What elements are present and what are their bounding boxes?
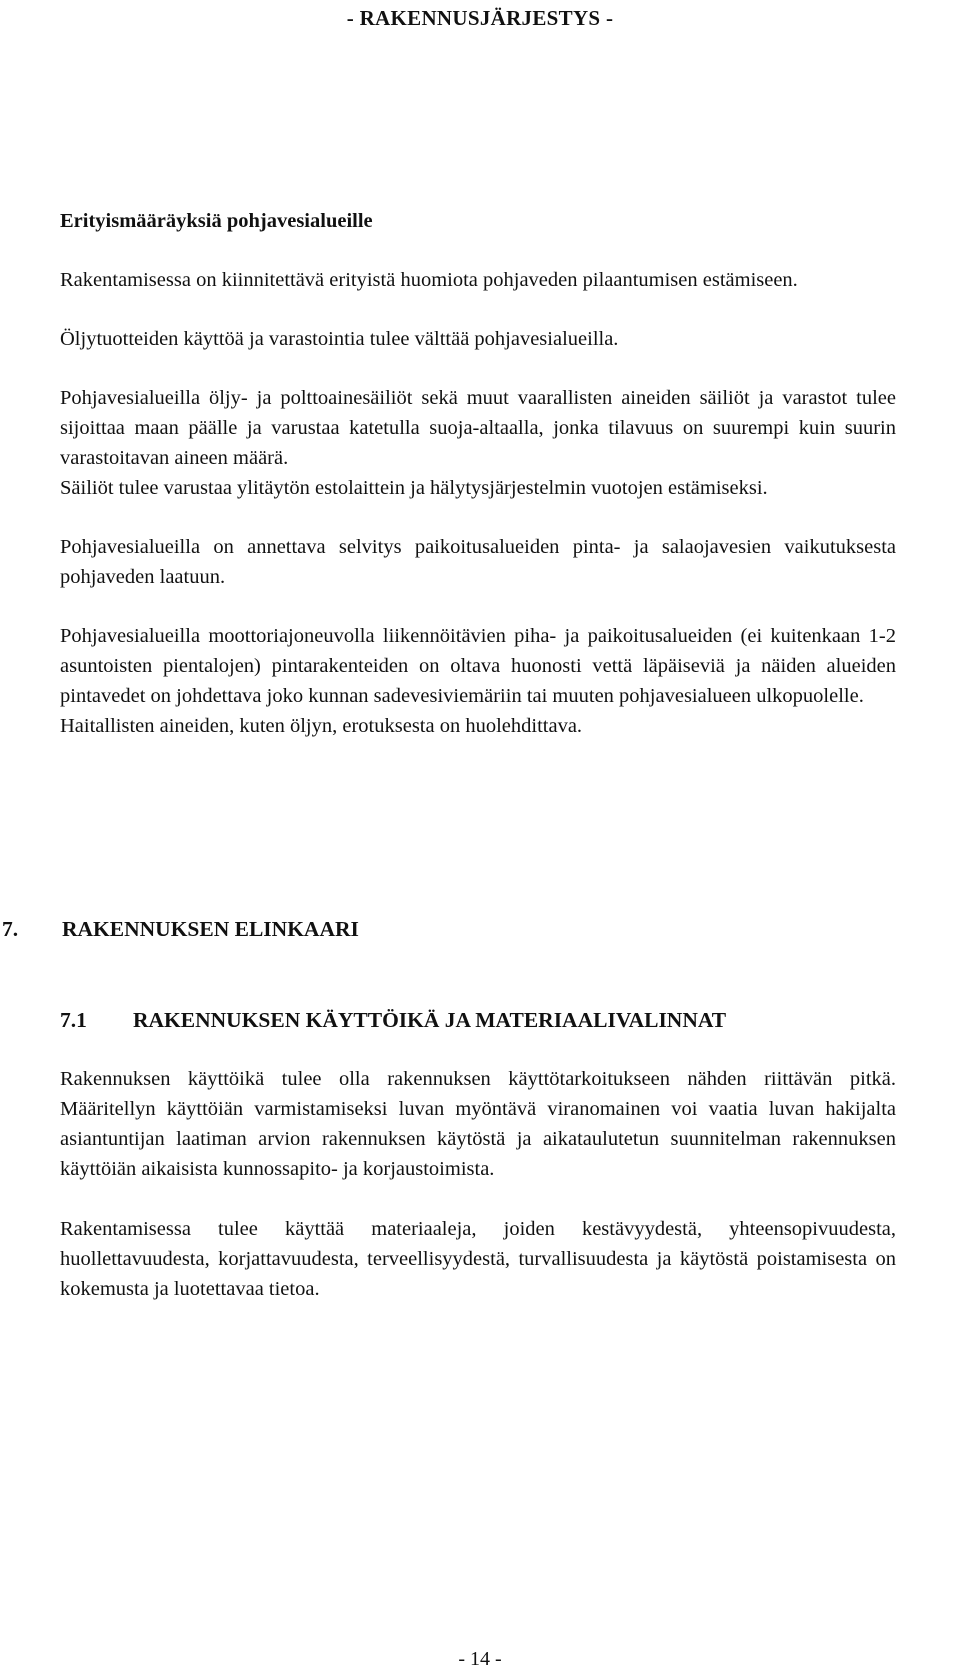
paragraph-groundwater-1: Rakentamisessa on kiinnitettävä erityistä huomiota pohjaveden pilaantumisen estämiseen. [60, 269, 798, 291]
paragraph-groundwater-4: Pohjavesialueilla on annettava selvitys paikoitusalueiden pinta- ja salaojavesien vaikutuksesta pohjaveden laatuun. [60, 536, 896, 588]
page-number: - 14 - [458, 1648, 502, 1670]
lifecycle-section [60, 1064, 896, 1304]
chapter-title: RAKENNUKSEN ELINKAARI [62, 917, 359, 941]
subsection-title: RAKENNUKSEN KÄYTTÖIKÄ JA MATERIAALIVALINNAT [133, 1008, 727, 1032]
paragraph-lifecycle-2: Rakentamisessa tulee käyttää materiaaleja, joiden kestävyydestä, yhteensopivuudesta, huollettavuudesta, korjattavuudesta, terveellisyydestä, turvallisuudesta ja käytöstä poistamisesta on kokemusta ja luotettavaa tietoa. [60, 1218, 896, 1300]
chapter-number: 7. [2, 917, 19, 941]
subsection-heading [60, 1005, 896, 1035]
paragraph-groundwater-5a: Pohjavesialueilla moottoriajoneuvolla liikennöitävien piha- ja paikoitusalueiden (ei kuitenkaan 1-2 asuntoisten pientalojen) pintarakenteiden on oltava huonosti vettä läpäiseviä ja näiden alueiden pintavedet on johdettava joko kunnan sadevesiviemäriin tai muuten pohjavesialueen ulkopuolelle. [60, 625, 896, 707]
section-heading-groundwater: Erityismääräyksiä pohjavesialueille [60, 210, 373, 232]
groundwater-section [60, 206, 896, 741]
page-header-title: - RAKENNUSJÄRJESTYS - [346, 6, 614, 30]
chapter-heading [0, 914, 900, 944]
paragraph-groundwater-3b: Säiliöt tulee varustaa ylitäytön estolaittein ja hälytysjärjestelmin vuotojen estämiseksi. [60, 477, 768, 499]
paragraph-groundwater-5b: Haitallisten aineiden, kuten öljyn, erotuksesta on huolehdittava. [60, 715, 583, 737]
paragraph-groundwater-2: Öljytuotteiden käyttöä ja varastointia tulee välttää pohjavesialueilla. [60, 328, 619, 350]
paragraph-lifecycle-1: Rakennuksen käyttöikä tulee olla rakennuksen käyttötarkoitukseen nähden riittävän pitkä. Määritellyn käyttöiän varmistamiseksi luvan myöntävä viranomainen voi vaatia luvan hakijalta asiantuntijan laatiman arvion rakennuksen käytöstä ja aikataulutetun suunnitelman rakennuksen käyttöiän aikaisista kunnossapito- ja korjaustoimista. [60, 1068, 896, 1180]
subsection-number: 7.1 [60, 1008, 87, 1032]
paragraph-groundwater-3a: Pohjavesialueilla öljy- ja polttoainesäiliöt sekä muut vaarallisten aineiden säiliöt ja varastot tulee sijoittaa maan päälle ja varustaa katetulla suoja-altaalla, jonka tilavuus on suurempi kuin suurin varastoitavan aineen määrä. [60, 387, 896, 469]
